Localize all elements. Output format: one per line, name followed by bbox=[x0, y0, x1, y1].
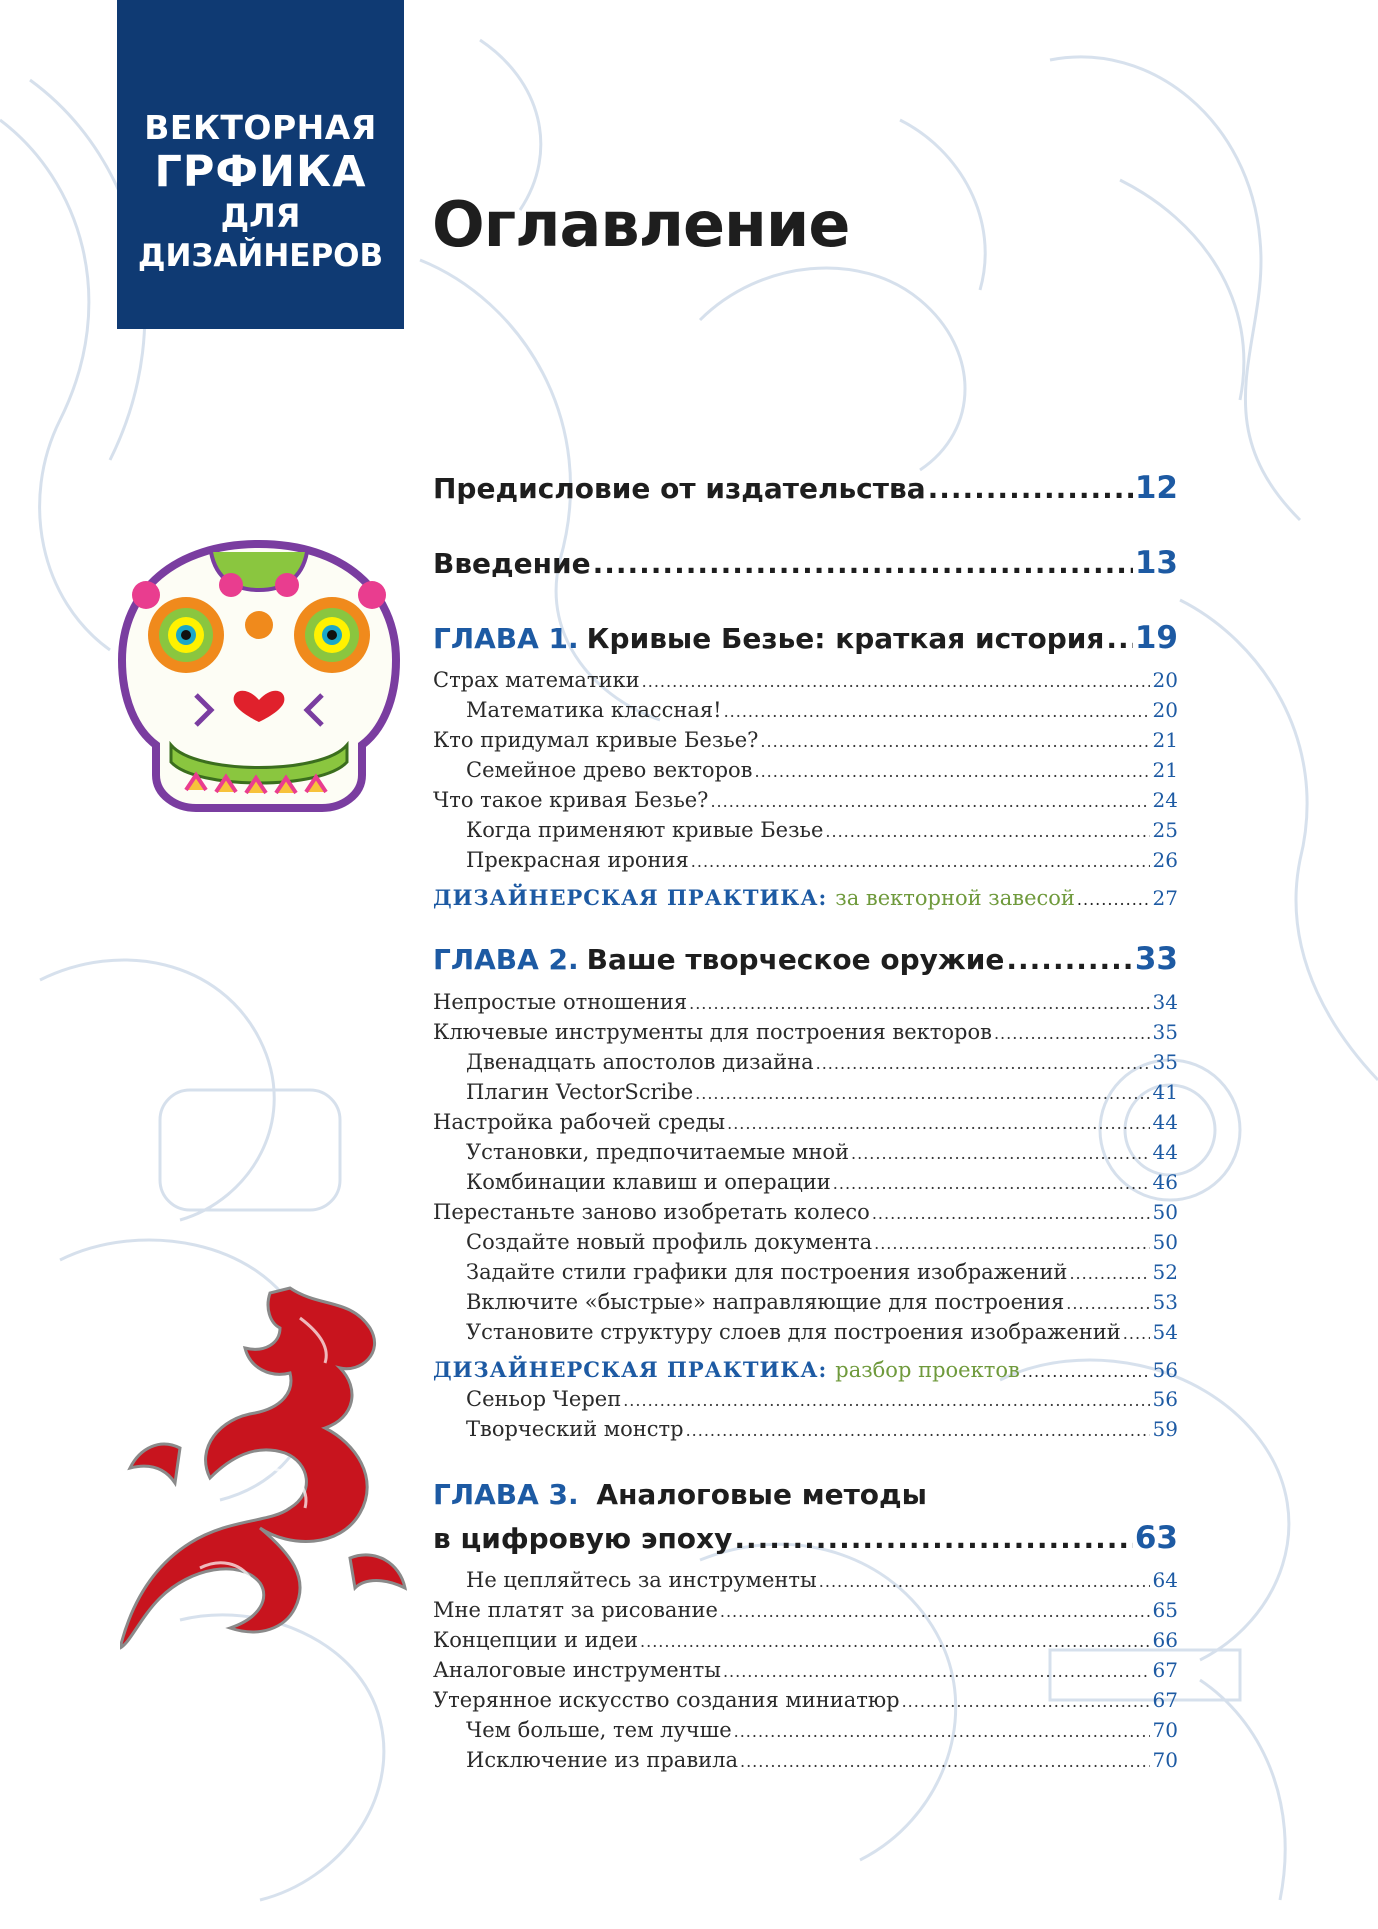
toc-entry-label: Мне платят за рисование bbox=[433, 1598, 718, 1622]
toc-entry[interactable] bbox=[433, 1260, 1178, 1284]
practice-lead: ДИЗАЙНЕРСКАЯ ПРАКТИКА: bbox=[433, 885, 828, 910]
leader-dots bbox=[695, 1084, 1150, 1103]
toc-entry[interactable] bbox=[433, 1748, 1178, 1772]
toc-entry[interactable] bbox=[433, 1050, 1178, 1074]
toc-entry-label: Комбинации клавиш и операции bbox=[466, 1170, 831, 1194]
toc-row-foreword[interactable] bbox=[433, 470, 1178, 506]
toc-entry-label: Установите структуру слоев для построения изображений bbox=[466, 1320, 1121, 1344]
page-title: Оглавление bbox=[432, 188, 850, 261]
toc-entry-page: 34 bbox=[1152, 990, 1178, 1014]
leader-dots bbox=[760, 732, 1150, 751]
toc-entry-label: Включите «быстрые» направляющие для построения bbox=[466, 1290, 1065, 1314]
toc-entry-page: 21 bbox=[1152, 758, 1178, 782]
toc-entry-label: Страх математики bbox=[433, 668, 640, 692]
toc-entry[interactable] bbox=[433, 1688, 1178, 1712]
leader-dots bbox=[593, 547, 1133, 580]
toc-entry-page: 53 bbox=[1152, 1290, 1178, 1314]
toc-entry-page: 46 bbox=[1152, 1170, 1178, 1194]
toc-entry-page: 64 bbox=[1152, 1568, 1178, 1592]
toc-entry[interactable] bbox=[433, 990, 1178, 1014]
toc-entry[interactable] bbox=[433, 1628, 1178, 1652]
toc-entry[interactable] bbox=[433, 698, 1178, 722]
chapter-page: 33 bbox=[1134, 941, 1178, 977]
toc-entry[interactable] bbox=[433, 1387, 1178, 1411]
toc-entry-page: 70 bbox=[1152, 1718, 1178, 1742]
toc-entry[interactable] bbox=[433, 728, 1178, 752]
chapter-number: ГЛАВА 1. bbox=[433, 622, 579, 655]
toc-entry[interactable] bbox=[433, 1320, 1178, 1344]
toc-entry-page: 50 bbox=[1152, 1200, 1178, 1224]
toc-entry-label: Установки, предпочитаемые мной bbox=[466, 1140, 850, 1164]
leader-dots bbox=[819, 1572, 1150, 1591]
toc-entry-page: 50 bbox=[1152, 1230, 1178, 1254]
toc-entry-page: 35 bbox=[1152, 1020, 1178, 1044]
leader-dots bbox=[1022, 1362, 1150, 1381]
toc-entry-page: 44 bbox=[1152, 1140, 1178, 1164]
toc-entry-page: 25 bbox=[1152, 818, 1178, 842]
chapter-page: 19 bbox=[1134, 620, 1178, 656]
toc-entry-label: Ключевые инструменты для построения векторов bbox=[433, 1020, 992, 1044]
toc-chapter-1[interactable] bbox=[433, 620, 1178, 656]
toc-entry[interactable] bbox=[433, 1170, 1178, 1194]
leader-dots bbox=[724, 702, 1150, 721]
toc-entry-label: Задайте стили графики для построения изображений bbox=[466, 1260, 1068, 1284]
leader-dots bbox=[686, 1421, 1150, 1440]
toc-entry-label: Семейное древо векторов bbox=[466, 758, 753, 782]
leader-dots bbox=[642, 672, 1150, 691]
toc-practice-2[interactable] bbox=[433, 1357, 1178, 1382]
leader-dots bbox=[1106, 622, 1133, 655]
leader-dots bbox=[734, 1722, 1150, 1741]
practice-title: разбор проектов bbox=[835, 1358, 1020, 1382]
practice-lead: ДИЗАЙНЕРСКАЯ ПРАКТИКА: bbox=[433, 1357, 828, 1382]
toc-entry[interactable] bbox=[433, 1230, 1178, 1254]
chapter-title-continued: в цифровую эпоху bbox=[433, 1522, 733, 1555]
leader-dots bbox=[710, 792, 1150, 811]
toc-entry[interactable] bbox=[433, 1417, 1178, 1441]
toc-entry-page: 26 bbox=[1152, 848, 1178, 872]
toc-entry-page: 24 bbox=[1152, 788, 1178, 812]
leader-dots bbox=[833, 1174, 1150, 1193]
toc-entry-page: 44 bbox=[1152, 1110, 1178, 1134]
leader-dots bbox=[872, 1204, 1150, 1223]
toc-entry-label: Сеньор Череп bbox=[466, 1387, 622, 1411]
toc-entry[interactable] bbox=[433, 668, 1178, 692]
toc-chapter-3-line-2[interactable] bbox=[433, 1520, 1178, 1556]
toc-entry-page: 70 bbox=[1152, 1748, 1178, 1772]
toc-entry-label: Аналоговые инструменты bbox=[433, 1658, 721, 1682]
toc-entry[interactable] bbox=[433, 1140, 1178, 1164]
toc-row-introduction[interactable] bbox=[433, 545, 1178, 581]
leader-dots bbox=[1069, 1264, 1150, 1283]
toc-entry-label: Прекрасная ирония bbox=[466, 848, 689, 872]
chapter-number: ГЛАВА 3. bbox=[433, 1478, 579, 1511]
toc-entry[interactable] bbox=[433, 1658, 1178, 1682]
toc-entry-page: 20 bbox=[1152, 668, 1178, 692]
red-dragon-illustration bbox=[120, 1278, 410, 1650]
chapter-number: ГЛАВА 2. bbox=[433, 943, 579, 976]
toc-entry-page: 59 bbox=[1152, 1417, 1178, 1441]
toc-entry[interactable] bbox=[433, 1568, 1178, 1592]
toc-entry[interactable] bbox=[433, 1020, 1178, 1044]
leader-dots bbox=[902, 1692, 1150, 1711]
leader-dots bbox=[640, 1632, 1150, 1651]
toc-entry-label: Не цепляйтесь за инструменты bbox=[466, 1568, 817, 1592]
leader-dots bbox=[1077, 890, 1150, 909]
toc-entry-label: Непростые отношения bbox=[433, 990, 688, 1014]
chapter-title: Ваше творческое оружие bbox=[586, 943, 1005, 976]
toc-entry[interactable] bbox=[433, 1598, 1178, 1622]
toc-entry-label: Исключение из правила bbox=[466, 1748, 738, 1772]
toc-entry-label: Двенадцать апостолов дизайна bbox=[466, 1050, 814, 1074]
toc-row-label: Введение bbox=[433, 547, 591, 580]
book-badge bbox=[117, 0, 404, 329]
toc-entry-page: 20 bbox=[1152, 698, 1178, 722]
toc-entry-label: Создайте новый профиль документа bbox=[466, 1230, 873, 1254]
badge-line-1: ВЕКТОРНАЯ bbox=[144, 108, 377, 147]
toc-entry-label: Математика классная! bbox=[466, 698, 722, 722]
toc-chapter-2[interactable] bbox=[433, 941, 1178, 977]
leader-dots bbox=[623, 1391, 1150, 1410]
toc-entry-page: 66 bbox=[1152, 1628, 1178, 1652]
toc-entry-label: Плагин VectorScribe bbox=[466, 1080, 694, 1104]
practice-page: 27 bbox=[1152, 886, 1178, 910]
badge-line-2-text: ГРФИКА bbox=[154, 147, 367, 197]
toc-entry-label: Перестаньте заново изобретать колесо bbox=[433, 1200, 870, 1224]
leader-dots bbox=[994, 1024, 1150, 1043]
toc-entry-label: Творческий монстр bbox=[466, 1417, 684, 1441]
practice-title: за векторной завесой bbox=[835, 886, 1075, 910]
toc-entry[interactable] bbox=[433, 1110, 1178, 1134]
badge-line-4: ДИЗАЙНЕРОВ bbox=[137, 238, 384, 274]
chapter-title: Кривые Безье: краткая история bbox=[586, 622, 1105, 655]
toc-entry-page: 56 bbox=[1152, 1387, 1178, 1411]
toc-entry[interactable] bbox=[433, 1290, 1178, 1314]
toc-entry[interactable] bbox=[433, 848, 1178, 872]
toc-entry[interactable] bbox=[433, 1080, 1178, 1104]
leader-dots bbox=[851, 1144, 1150, 1163]
leader-dots bbox=[754, 762, 1150, 781]
toc-entry-label: Когда применяют кривые Безье bbox=[466, 818, 824, 842]
toc-entry-page: 65 bbox=[1152, 1598, 1178, 1622]
leader-dots bbox=[816, 1054, 1150, 1073]
leader-dots bbox=[691, 852, 1150, 871]
chapter-page: 63 bbox=[1134, 1520, 1178, 1556]
toc-practice-1[interactable] bbox=[433, 885, 1178, 910]
toc-entry[interactable] bbox=[433, 1718, 1178, 1742]
toc-entry-page: 54 bbox=[1152, 1320, 1178, 1344]
leader-dots bbox=[1123, 1324, 1150, 1343]
toc-entry-page: 35 bbox=[1152, 1050, 1178, 1074]
toc-entry-page: 21 bbox=[1152, 728, 1178, 752]
practice-page: 56 bbox=[1152, 1358, 1178, 1382]
toc-row-page: 13 bbox=[1134, 545, 1178, 581]
leader-dots bbox=[727, 1114, 1150, 1133]
toc-entry-page: 52 bbox=[1152, 1260, 1178, 1284]
chapter-title: Аналоговые методы bbox=[596, 1478, 927, 1511]
leader-dots bbox=[720, 1602, 1150, 1621]
badge-line-3: ДЛЯ bbox=[220, 197, 301, 235]
toc-entry-label: Концепции и идеи bbox=[433, 1628, 639, 1652]
leader-dots bbox=[1006, 943, 1132, 976]
toc-row-label: Предисловие от издательства bbox=[433, 472, 926, 505]
badge-line-2 bbox=[117, 148, 404, 196]
toc-entry[interactable] bbox=[433, 758, 1178, 782]
leader-dots bbox=[723, 1662, 1150, 1681]
toc-row-page: 12 bbox=[1134, 470, 1178, 506]
toc-entry[interactable] bbox=[433, 1200, 1178, 1224]
sugar-skull-illustration bbox=[116, 540, 402, 812]
toc-entry-label: Чем больше, тем лучше bbox=[466, 1718, 732, 1742]
toc-entry[interactable] bbox=[433, 818, 1178, 842]
toc-entry-label: Что такое кривая Безье? bbox=[433, 788, 709, 812]
toc-entry-label: Кто придумал кривые Безье? bbox=[433, 728, 759, 752]
leader-dots bbox=[689, 994, 1150, 1013]
toc-entry-page: 67 bbox=[1152, 1658, 1178, 1682]
leader-dots bbox=[874, 1234, 1150, 1253]
toc-entry-label: Настройка рабочей среды bbox=[433, 1110, 726, 1134]
toc-entry-page: 41 bbox=[1152, 1080, 1178, 1104]
toc-entry-label: Утерянное искусство создания миниатюр bbox=[433, 1688, 900, 1712]
leader-dots bbox=[740, 1752, 1150, 1771]
toc-chapter-3-line-1[interactable] bbox=[433, 1478, 927, 1511]
leader-dots bbox=[825, 822, 1150, 841]
toc-entry[interactable] bbox=[433, 788, 1178, 812]
toc-entry-page: 67 bbox=[1152, 1688, 1178, 1712]
leader-dots bbox=[1066, 1294, 1150, 1313]
leader-dots bbox=[734, 1522, 1133, 1555]
leader-dots bbox=[928, 472, 1133, 505]
